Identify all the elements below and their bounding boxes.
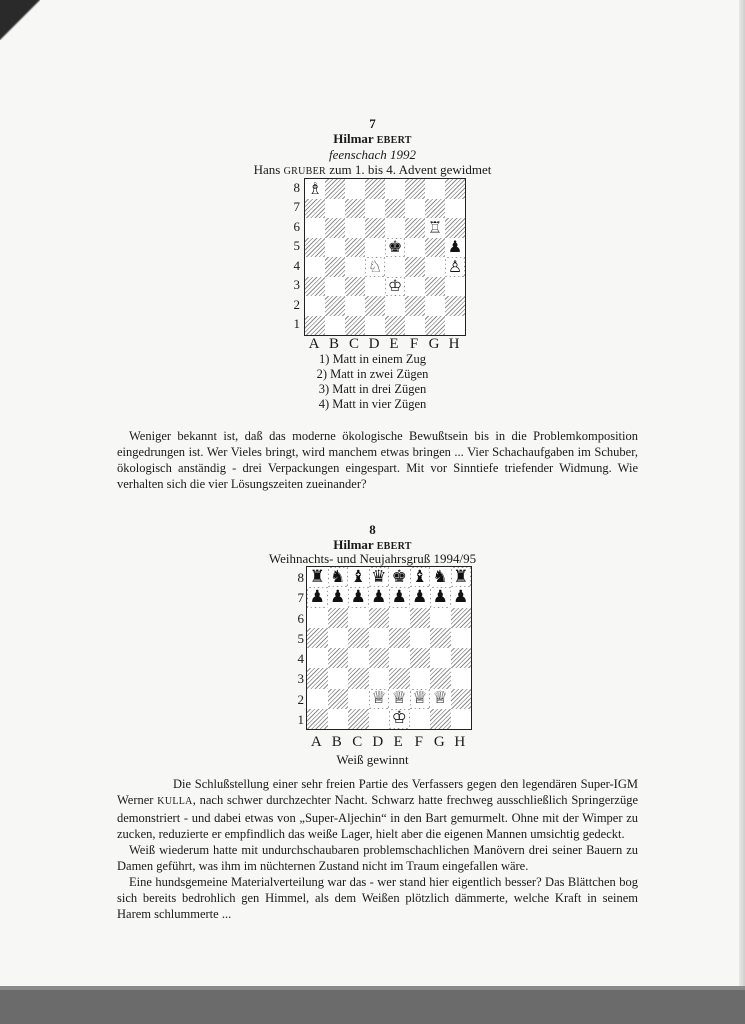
board-square xyxy=(451,689,472,709)
board-square xyxy=(389,608,410,628)
problem-8-text-3: Eine hundsgemeine Materialverteilung war das - wer stand hier eigentlich besser? Das Blättchen bog sich bereits bedrohlich gen Himmel, als dem Weißen plötzlich dämmerte, welche Kraft in seinem Harem schlummerte ... xyxy=(117,875,638,921)
board-square xyxy=(451,608,472,628)
board-square xyxy=(425,199,445,219)
board-square xyxy=(328,668,349,688)
board-square xyxy=(451,648,472,668)
board-square xyxy=(328,689,349,709)
problem-7-source: feenschach 1992 xyxy=(328,147,416,162)
rank-label: 1 xyxy=(293,316,300,332)
file-label: C xyxy=(352,734,363,750)
board-square xyxy=(410,628,431,648)
problem-7-text: Weniger bekannt ist, daß das moderne ökologische Bewußtsein bis in die Problemkomposition eingedrungen ist. Wer Vieles bringt, wird manchem etwas bringen ... Vier Schachaufgaben im Schuber, ökologisch anständig - drei Verpackungen eingespart. Mit vor Sinntiefe triefender Widmung. Wie verhalten sich die vier Lösungszeiten zueinander? xyxy=(117,429,638,491)
white-queen-icon: ♕ xyxy=(369,689,390,709)
board-square xyxy=(307,689,328,709)
board-square xyxy=(305,257,325,277)
problem-8-number: 8 xyxy=(369,522,376,537)
file-label: B xyxy=(331,734,342,750)
board-square xyxy=(365,218,385,238)
board-square xyxy=(365,296,385,316)
board-square xyxy=(365,179,385,199)
file-label: G xyxy=(433,734,445,750)
black-pawn-icon: ♟ xyxy=(410,587,431,607)
black-queen-icon: ♛ xyxy=(369,567,390,587)
file-label: H xyxy=(448,336,460,352)
black-knight-icon: ♞ xyxy=(328,567,349,587)
black-pawn-icon: ♟ xyxy=(307,587,328,607)
board-square xyxy=(328,709,349,729)
board-square xyxy=(445,316,465,336)
board-square xyxy=(345,199,365,219)
board-square xyxy=(385,199,405,219)
white-queen-icon: ♕ xyxy=(410,689,431,709)
dedication-post: zum 1. bis 4. Advent gewidmet xyxy=(329,162,492,177)
problem-8-text-2: Weiß wiederum hatte mit undurchschaubaren problemschachlichen Manövern drei seiner Bauern zu Damen geführt, was ihm im nüchternen Zustand nicht im Traum eingefallen wäre. xyxy=(117,843,638,873)
condition-2: 2) Matt in zwei Zügen xyxy=(316,367,429,381)
file-label: E xyxy=(393,734,403,750)
board-square xyxy=(405,257,425,277)
author-first-name: Hilmar xyxy=(333,131,374,146)
board-square xyxy=(410,608,431,628)
board-square xyxy=(305,238,325,258)
board-square xyxy=(348,689,369,709)
file-label: D xyxy=(368,336,380,352)
board-square xyxy=(325,238,345,258)
board-square xyxy=(369,648,390,668)
board-square xyxy=(405,199,425,219)
board-square xyxy=(325,199,345,219)
board-square xyxy=(307,648,328,668)
board-square xyxy=(405,277,425,297)
white-queen-icon: ♕ xyxy=(389,689,410,709)
black-king-icon: ♚ xyxy=(389,567,410,587)
board-square xyxy=(405,316,425,336)
board-square xyxy=(430,608,451,628)
board-square xyxy=(325,277,345,297)
board-square xyxy=(328,628,349,648)
board-square xyxy=(307,608,328,628)
board-square xyxy=(345,316,365,336)
file-label: F xyxy=(414,734,423,750)
problem-7-description xyxy=(117,428,638,492)
rank-label: 6 xyxy=(297,610,304,626)
file-label: B xyxy=(328,336,339,352)
problem-8-description xyxy=(117,776,638,922)
board-square xyxy=(389,668,410,688)
board-square xyxy=(389,648,410,668)
black-pawn-icon: ♟ xyxy=(445,238,465,258)
text-1-pre: Die Schlußstellung einer sehr freien Partie des Verfassers gegen den legendären Super-IGM Werner xyxy=(117,777,638,807)
black-pawn-icon: ♟ xyxy=(451,587,472,607)
board-square xyxy=(325,218,345,238)
chess-board-7 xyxy=(304,178,466,336)
board-square xyxy=(369,668,390,688)
file-label: H xyxy=(454,734,466,750)
condition-4: 4) Matt in vier Zügen xyxy=(318,397,427,411)
rank-label: 5 xyxy=(293,238,300,254)
board-square xyxy=(305,316,325,336)
board-square xyxy=(345,296,365,316)
file-label: G xyxy=(428,336,440,352)
black-king-icon: ♚ xyxy=(385,238,405,258)
black-rook-icon: ♜ xyxy=(451,567,472,587)
black-bishop-icon: ♝ xyxy=(348,567,369,587)
board-square xyxy=(305,277,325,297)
board-7-rank-labels xyxy=(286,178,300,338)
board-square xyxy=(345,277,365,297)
white-king-icon: ♔ xyxy=(385,277,405,297)
board-square xyxy=(445,199,465,219)
white-bishop-icon: ♗ xyxy=(305,179,325,199)
board-square xyxy=(430,628,451,648)
board-square xyxy=(405,179,425,199)
board-square xyxy=(307,628,328,648)
rank-label: 7 xyxy=(293,199,300,215)
condition-3: 3) Matt in drei Zügen xyxy=(318,382,427,396)
board-square xyxy=(325,179,345,199)
page-corner-fold xyxy=(0,0,40,40)
rank-label: 2 xyxy=(297,691,304,707)
board-square xyxy=(410,709,431,729)
board-square xyxy=(410,648,431,668)
rank-label: 3 xyxy=(297,671,304,687)
white-rook-icon: ♖ xyxy=(425,218,445,238)
board-square xyxy=(348,628,369,648)
board-square xyxy=(325,296,345,316)
file-label: F xyxy=(409,336,419,352)
board-square xyxy=(430,709,451,729)
board-square xyxy=(425,257,445,277)
problem-7-author xyxy=(0,131,745,147)
rank-label: 8 xyxy=(297,570,304,586)
board-square xyxy=(451,668,472,688)
board-square xyxy=(385,257,405,277)
board-square xyxy=(385,296,405,316)
board-square xyxy=(365,316,385,336)
black-bishop-icon: ♝ xyxy=(410,567,431,587)
rank-label: 8 xyxy=(293,179,300,195)
scan-bottom-edge xyxy=(0,986,745,1024)
dedication-pre: Hans xyxy=(253,162,281,177)
problem-7-conditions xyxy=(0,352,745,412)
text-1-post: , nach schwer durchzechter Nacht. Schwarz hatte frechweg ausschließlich Springerzüge demonstriert - und dabei etwas von „Super-Aljechin“ in den Bart gemurmelt. Ohne mit der Wimper zu zucken, reduzierte er empfindlich das weiße Lager, hielt aber die eigenen Mannen umsichtig gedeckt. xyxy=(117,793,638,841)
board-square xyxy=(425,238,445,258)
board-8-rank-labels xyxy=(290,568,304,732)
board-square xyxy=(451,628,472,648)
board-square xyxy=(345,179,365,199)
board-square xyxy=(369,608,390,628)
author-first-name: Hilmar xyxy=(333,537,374,552)
board-square xyxy=(348,709,369,729)
board-square xyxy=(425,296,445,316)
board-square xyxy=(307,709,328,729)
dedication-name: GRUBER xyxy=(283,166,326,177)
problem-8-text-1 xyxy=(117,776,638,842)
board-square xyxy=(385,316,405,336)
board-square xyxy=(328,608,349,628)
author-last-name: EBERT xyxy=(376,541,412,552)
board-square xyxy=(345,238,365,258)
board-square xyxy=(305,296,325,316)
white-knight-icon: ♘ xyxy=(365,257,385,277)
board-square xyxy=(445,277,465,297)
black-knight-icon: ♞ xyxy=(430,567,451,587)
board-square xyxy=(365,199,385,219)
white-pawn-icon: ♙ xyxy=(445,257,465,277)
board-square xyxy=(348,608,369,628)
board-square xyxy=(410,668,431,688)
file-label: A xyxy=(310,734,322,750)
board-square xyxy=(305,218,325,238)
board-square xyxy=(365,238,385,258)
board-square xyxy=(425,277,445,297)
black-pawn-icon: ♟ xyxy=(430,587,451,607)
board-square xyxy=(328,648,349,668)
board-square xyxy=(369,709,390,729)
problem-7-dedication xyxy=(0,162,745,178)
board-square xyxy=(425,179,445,199)
board-square xyxy=(369,628,390,648)
board-square xyxy=(365,277,385,297)
problem-8-stipulation: Weiß gewinnt xyxy=(336,752,409,767)
rank-label: 1 xyxy=(297,711,304,727)
file-label: A xyxy=(308,336,320,352)
white-king-icon: ♔ xyxy=(389,709,410,729)
file-label: D xyxy=(372,734,384,750)
board-square xyxy=(389,628,410,648)
rank-label: 3 xyxy=(293,277,300,293)
black-pawn-icon: ♟ xyxy=(389,587,410,607)
black-rook-icon: ♜ xyxy=(307,567,328,587)
board-square xyxy=(430,668,451,688)
board-square xyxy=(305,199,325,219)
rank-label: 6 xyxy=(293,218,300,234)
board-square xyxy=(385,218,405,238)
board-8-file-labels xyxy=(306,734,470,752)
black-pawn-icon: ♟ xyxy=(328,587,349,607)
board-square xyxy=(425,316,445,336)
board-square xyxy=(445,218,465,238)
black-pawn-icon: ♟ xyxy=(348,587,369,607)
board-square xyxy=(348,648,369,668)
board-square xyxy=(348,668,369,688)
board-square xyxy=(345,218,365,238)
condition-1: 1) Matt in einem Zug xyxy=(319,352,426,366)
author-last-name: EBERT xyxy=(376,135,412,146)
problem-8-source: Weihnachts- und Neujahrsgruß 1994/95 xyxy=(268,551,477,566)
black-pawn-icon: ♟ xyxy=(369,587,390,607)
board-square xyxy=(445,296,465,316)
problem-7-number: 7 xyxy=(369,116,376,131)
file-label: C xyxy=(348,336,359,352)
rank-label: 4 xyxy=(293,257,300,273)
board-square xyxy=(405,218,425,238)
rank-label: 5 xyxy=(297,630,304,646)
board-square xyxy=(325,257,345,277)
board-square xyxy=(345,257,365,277)
board-square xyxy=(405,238,425,258)
board-square xyxy=(430,648,451,668)
board-square xyxy=(445,179,465,199)
opponent-name: KULLA xyxy=(157,796,193,807)
rank-label: 7 xyxy=(297,590,304,606)
rank-label: 4 xyxy=(297,651,304,667)
board-square xyxy=(451,709,472,729)
board-square xyxy=(307,668,328,688)
white-queen-icon: ♕ xyxy=(430,689,451,709)
chess-board-8 xyxy=(306,566,472,730)
board-square xyxy=(385,179,405,199)
file-label: E xyxy=(389,336,399,352)
board-square xyxy=(405,296,425,316)
rank-label: 2 xyxy=(293,296,300,312)
board-square xyxy=(325,316,345,336)
